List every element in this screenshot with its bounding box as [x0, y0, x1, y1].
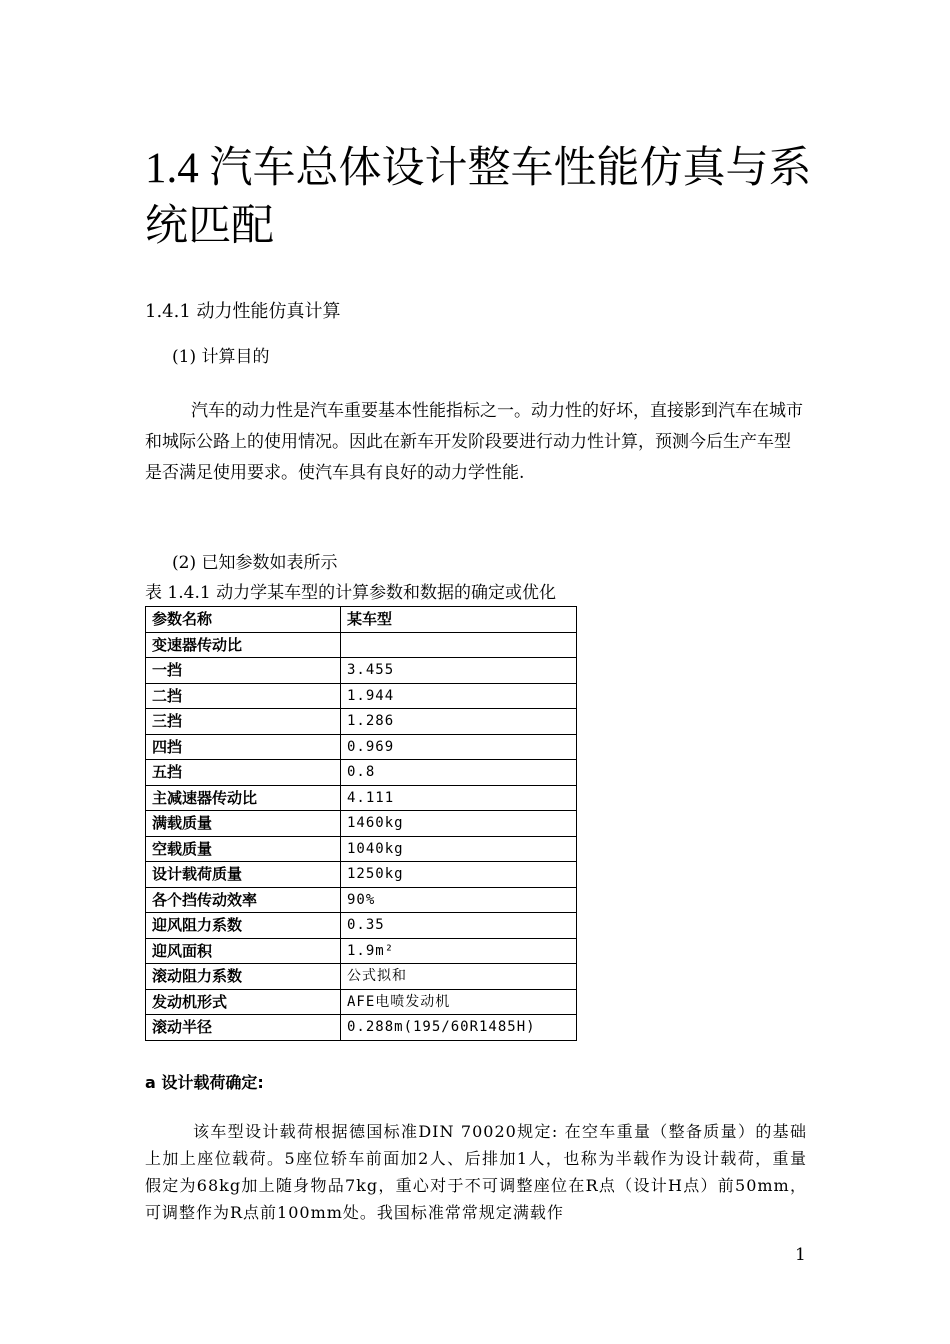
table-row [146, 632, 577, 658]
section-a-heading: a 设计载荷确定: [145, 1073, 264, 1092]
param-name-cell: 迎风阻力系数 [146, 913, 341, 939]
table-row [146, 862, 577, 888]
table-row [146, 683, 577, 709]
param-name-cell: 三挡 [146, 709, 341, 735]
table-row [146, 964, 577, 990]
param-name-cell: 一挡 [146, 658, 341, 684]
param-value-cell: 3.455 [341, 658, 577, 684]
table-header-row [146, 607, 577, 633]
param-value-cell: 1040kg [341, 836, 577, 862]
table-row [146, 734, 577, 760]
table-row [146, 913, 577, 939]
paragraph-purpose: 汽车的动力性是汽车重要基本性能指标之一。动力性的好坏，直接影到汽车在城市和城际公路上的使用情况。因此在新车开发阶段要进行动力性计算，预测今后生产车型是否满足使用要求。使汽车具有良好的动力学性能. [145, 401, 803, 483]
param-value-cell: 1460kg [341, 811, 577, 837]
table-row [146, 938, 577, 964]
table-row [146, 785, 577, 811]
table-header-cell: 参数名称 [146, 607, 341, 633]
param-name-cell: 滚动阻力系数 [146, 964, 341, 990]
document-title: 1.4 汽车总体设计整车性能仿真与系统匹配 [145, 145, 812, 250]
param-value-cell: 公式拟和 [341, 964, 577, 990]
param-name-cell: 各个挡传动效率 [146, 887, 341, 913]
param-value-cell: 1.286 [341, 709, 577, 735]
param-name-cell: 迎风面积 [146, 938, 341, 964]
table-row [146, 658, 577, 684]
param-name-cell: 设计载荷质量 [146, 862, 341, 888]
param-name-cell: 二挡 [146, 683, 341, 709]
table-row [146, 989, 577, 1015]
param-value-cell: 1.944 [341, 683, 577, 709]
param-name-cell: 满载质量 [146, 811, 341, 837]
param-value-cell: 90% [341, 887, 577, 913]
table-row [146, 836, 577, 862]
subsection-parameters: (2) 已知参数如表所示 [172, 553, 338, 573]
table-row [146, 760, 577, 786]
param-value-cell: AFE电喷发动机 [341, 989, 577, 1015]
param-name-cell: 五挡 [146, 760, 341, 786]
table-row [146, 709, 577, 735]
paragraph-design-load: 该车型设计载荷根据德国标准DIN 70020规定: 在空车重量（整备质量）的基础上加上座位载荷。5座位轿车前面加2人、后排加1人，也称为半载作为设计载荷，重量假定为68kg加上随身物品7kg，重心对于不可调整座位在R点（设计H点）前50mm，可调整作为R点前100mm处。我国标准常常规定满载作 [145, 1122, 807, 1222]
param-value-cell: 0.35 [341, 913, 577, 939]
param-value-cell: 4.111 [341, 785, 577, 811]
param-name-cell: 空载质量 [146, 836, 341, 862]
param-name-cell: 滚动半径 [146, 1015, 341, 1041]
table-row [146, 1015, 577, 1041]
param-name-cell: 变速器传动比 [146, 632, 341, 658]
page-number: 1 [795, 1245, 806, 1265]
section-heading: 1.4.1 动力性能仿真计算 [145, 301, 341, 322]
parameter-table [145, 606, 577, 1041]
param-name-cell: 四挡 [146, 734, 341, 760]
table-header-cell: 某车型 [341, 607, 577, 633]
param-value-cell: 0.288m(195/60R1485H) [341, 1015, 577, 1041]
param-value-cell [341, 632, 577, 658]
param-value-cell: 1250kg [341, 862, 577, 888]
param-value-cell: 1.9m² [341, 938, 577, 964]
param-value-cell: 0.969 [341, 734, 577, 760]
param-value-cell: 0.8 [341, 760, 577, 786]
table-row [146, 887, 577, 913]
param-name-cell: 主减速器传动比 [146, 785, 341, 811]
table-row [146, 811, 577, 837]
table-caption: 表 1.4.1 动力学某车型的计算参数和数据的确定或优化 [145, 583, 557, 603]
subsection-purpose: (1) 计算目的 [172, 347, 270, 367]
param-name-cell: 发动机形式 [146, 989, 341, 1015]
